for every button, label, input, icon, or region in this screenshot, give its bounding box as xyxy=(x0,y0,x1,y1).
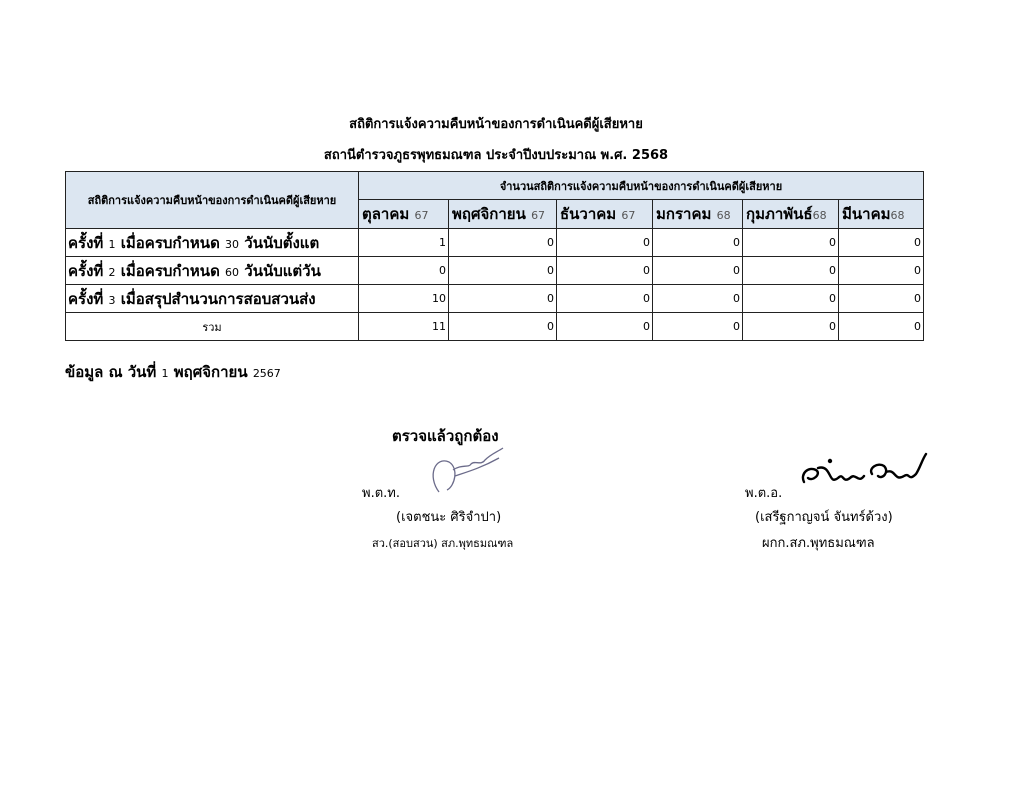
table-cell: 0 xyxy=(743,285,839,313)
month-header xyxy=(839,200,924,229)
table-cell: 0 xyxy=(839,285,924,313)
month-name: ตุลาคม xyxy=(362,205,410,223)
total-cell: 0 xyxy=(743,313,839,341)
signature-2-image xyxy=(798,452,928,492)
as-of-date xyxy=(65,360,281,384)
table-cell: 0 xyxy=(653,257,743,285)
total-cell: 0 xyxy=(557,313,653,341)
month-name: มีนาคม xyxy=(842,205,891,223)
table-cell: 0 xyxy=(449,229,557,257)
total-cell: 0 xyxy=(449,313,557,341)
page-subtitle: สถานีตำรวจภูธรพุทธมณฑล ประจำปีงบประมาณ พ.ศ. 2568 xyxy=(323,148,669,163)
table-cell: 0 xyxy=(839,229,924,257)
month-year: 67 xyxy=(621,209,636,222)
month-header xyxy=(359,200,449,229)
month-header xyxy=(743,200,839,229)
table-cell: 0 xyxy=(557,229,653,257)
row-header-cell: สถิติการแจ้งความคืบหน้าของการดำเนินคดีผู้เสียหาย xyxy=(66,172,359,229)
signature-1-image xyxy=(425,446,505,498)
month-header xyxy=(557,200,653,229)
table-cell: 0 xyxy=(449,257,557,285)
month-header xyxy=(653,200,743,229)
table-cell: 0 xyxy=(743,229,839,257)
month-year: 67 xyxy=(531,209,546,222)
month-name: ธันวาคม xyxy=(560,205,617,223)
total-label: รวม xyxy=(66,313,359,341)
as-of-prefix: ข้อมูล ณ วันที่ xyxy=(65,363,157,381)
month-name: มกราคม xyxy=(656,205,712,223)
month-name: พฤศจิกายน xyxy=(452,205,526,223)
signer-2-name: (เสรีฐกาญจน์ จันทร์ด้วง) xyxy=(755,510,893,525)
table-cell: 0 xyxy=(653,229,743,257)
row-label: ครั้งที่ 3 เมื่อสรุปสำนวนการสอบสวนส่ง xyxy=(66,285,359,313)
page-title: สถิติการแจ้งความคืบหน้าของการดำเนินคดีผู้เสียหาย xyxy=(349,117,643,132)
total-cell: 11 xyxy=(359,313,449,341)
table-cell: 0 xyxy=(839,257,924,285)
table-cell: 10 xyxy=(359,285,449,313)
total-cell: 0 xyxy=(839,313,924,341)
table-cell: 0 xyxy=(653,285,743,313)
table-row xyxy=(66,229,924,257)
month-year: 67 xyxy=(414,209,429,222)
table-cell: 0 xyxy=(449,285,557,313)
row-label: ครั้งที่ 1 เมื่อครบกำหนด 30 วันนับตั้งแต xyxy=(66,229,359,257)
table-row xyxy=(66,285,924,313)
table-cell: 0 xyxy=(359,257,449,285)
stats-table xyxy=(65,171,924,341)
row-label: ครั้งที่ 2 เมื่อครบกำหนด 60 วันนับแต่วัน xyxy=(66,257,359,285)
month-year: 68 xyxy=(812,209,827,222)
signer-2-position: ผกก.สภ.พุทธมณฑล xyxy=(762,536,875,551)
total-row xyxy=(66,313,924,341)
table-cell: 1 xyxy=(359,229,449,257)
as-of-year: 2567 xyxy=(252,367,281,380)
as-of-month: พฤศจิกายน xyxy=(173,363,248,381)
total-cell: 0 xyxy=(653,313,743,341)
as-of-day: 1 xyxy=(161,367,169,380)
table-header-row xyxy=(66,172,924,200)
month-year: 68 xyxy=(890,209,905,222)
signer-2-rank: พ.ต.อ. xyxy=(745,486,783,501)
month-name: กุมภาพันธ์ xyxy=(746,205,813,223)
group-header-cell: จำนวนสถิติการแจ้งความคืบหน้าของการดำเนินคดีผู้เสียหาย xyxy=(359,172,924,200)
table-cell: 0 xyxy=(557,285,653,313)
signer-1-position: สว.(สอบสวน) สภ.พุทธมณฑล xyxy=(372,537,514,550)
table-row xyxy=(66,257,924,285)
table-cell: 0 xyxy=(743,257,839,285)
verified-label: ตรวจแล้วถูกต้อง xyxy=(392,427,499,445)
table-cell: 0 xyxy=(557,257,653,285)
signer-1-name: (เจตชนะ ศิริจำปา) xyxy=(396,510,502,525)
signer-1-rank: พ.ต.ท. xyxy=(362,486,400,501)
month-header xyxy=(449,200,557,229)
month-year: 68 xyxy=(716,209,731,222)
